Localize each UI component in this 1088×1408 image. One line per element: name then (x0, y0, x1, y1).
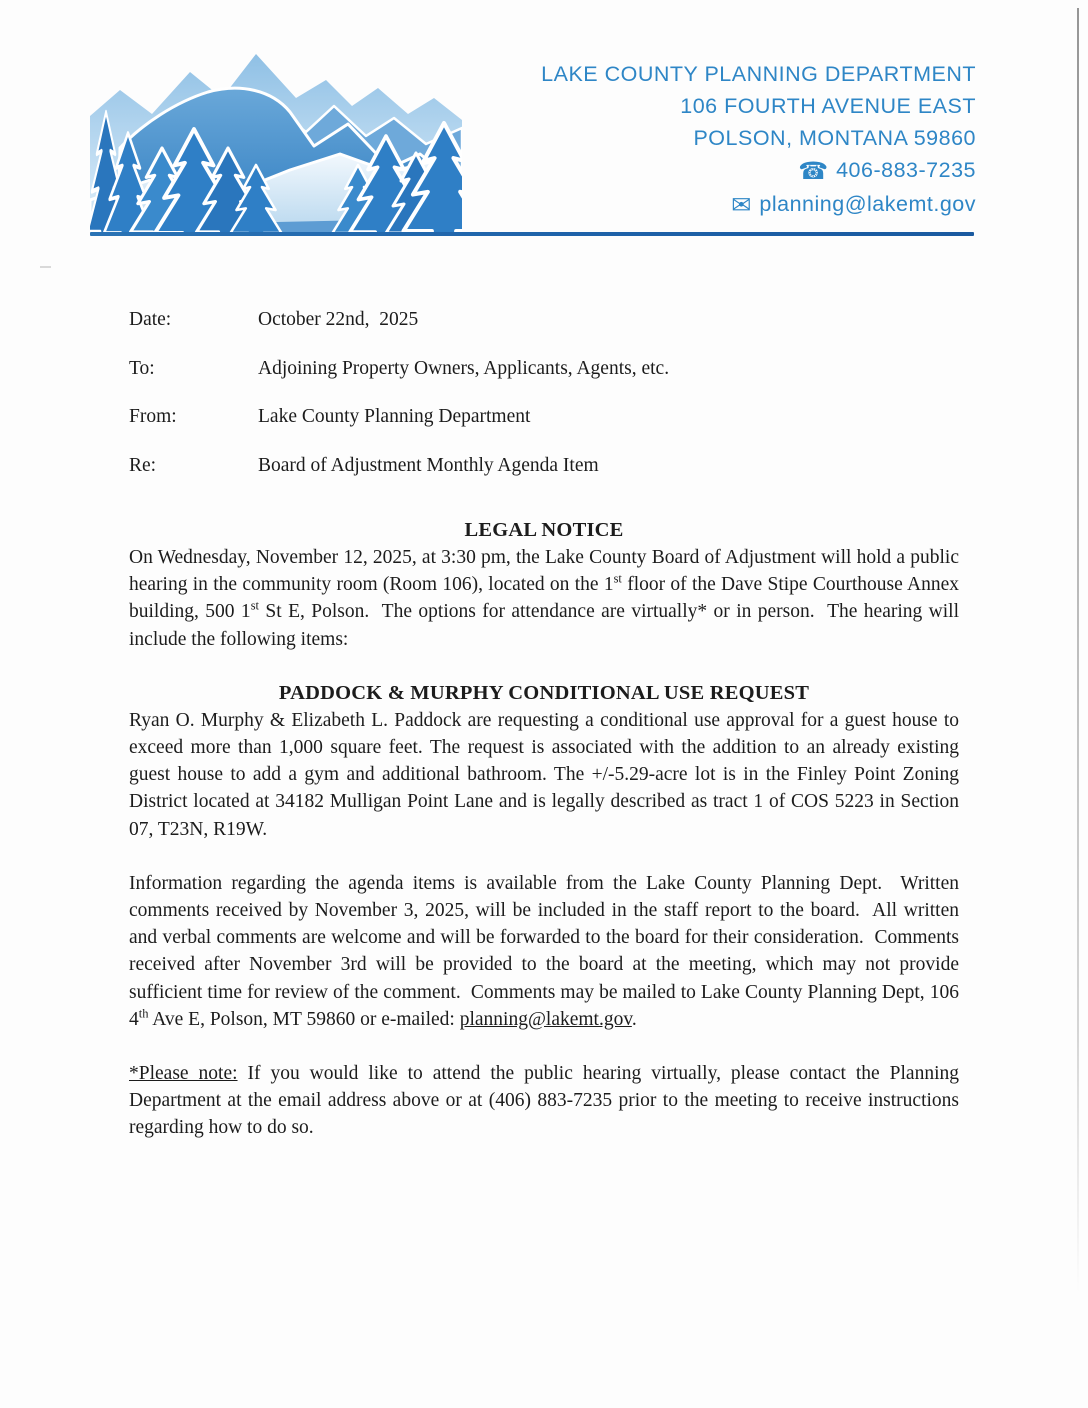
letterhead-address-line2: POLSON, MONTANA 59860 (693, 126, 976, 150)
mountains-pines-logo-graphic (90, 28, 462, 234)
letterhead-address-line1: 106 FOURTH AVENUE EAST (680, 94, 976, 118)
phone-icon: ☎ (798, 158, 829, 185)
memo-label-re: Re: (129, 454, 157, 476)
scan-edge-artifact (1077, 8, 1079, 1293)
memo-value-from: Lake County Planning Department (258, 406, 531, 427)
letterhead-divider-rule (90, 232, 974, 236)
memo-row-re (129, 452, 889, 479)
memo-row-from (129, 403, 889, 430)
memo-label-date: Date: (129, 309, 172, 330)
hearing-paragraph: On Wednesday, November 12, 2025, at 3:30 pm, the Lake County Board of Adjustment will hold a public hearing in the community room (Room 106), located on the 1st floor of the Dave Stipe Courthouse Annex building, 500 1st St E, Polson. The options for attendance are virtually* or in person. The hearing will include the following items: (129, 547, 964, 650)
document-body (129, 517, 964, 1169)
planning-department-logo (90, 28, 462, 234)
legal-notice-heading: LEGAL NOTICE (464, 519, 624, 541)
letterhead-phone-number: 406-883-7235 (836, 158, 976, 182)
request-heading: PADDOCK & MURPHY CONDITIONAL USE REQUEST (278, 681, 810, 704)
memo-value-to: Adjoining Property Owners, Applicants, Agents, etc. (258, 357, 670, 379)
memo-row-to (129, 355, 889, 382)
letterhead-contact-block (541, 58, 976, 222)
memo-value-re: Board of Adjustment Monthly Agenda Item (258, 454, 599, 476)
letterhead-email-line (541, 188, 976, 222)
scan-smudge-artifact (40, 266, 51, 268)
memo-value-date: October 22nd, 2025 (258, 309, 419, 330)
mail-icon: ✉ (731, 192, 752, 219)
memo-row-date (129, 306, 889, 333)
letterhead-phone-line (541, 154, 976, 188)
memo-label-to: To: (129, 357, 155, 379)
memo-label-from: From: (129, 406, 177, 427)
memo-header-block (129, 306, 889, 500)
comments-paragraph: Information regarding the agenda items is available from the Lake County Planning Dept. Written comments received by November 3, 2025, will be included in the staff report to the board. All written and verbal comments are welcome and will be forwarded to the board for their consideration. Comments received after November 3rd will be provided to the board at the meeting, which may not provide sufficient time for review of the comment. Comments may be mailed to Lake County Planning Dept, 106 4th Ave E, Polson, MT 59860 or e-mailed: planning@lakemt.gov. (129, 872, 964, 1030)
please-note-paragraph: *Please note: If you would like to attend the public hearing virtually, please contact the Planning Department at the email address above or at (406) 883-7235 prior to the meeting to receive instructions regarding how to do so. (129, 1063, 964, 1139)
letterhead-org-name: LAKE COUNTY PLANNING DEPARTMENT (541, 62, 976, 86)
request-paragraph: Ryan O. Murphy & Elizabeth L. Paddock are requesting a conditional use approval for a guest house to exceed more than 1,000 square feet. The request is associated with the addition to an already existing guest house to add a gym and additional bathroom. The +/-5.29-acre lot is in the Finley Point Zoning District located at 34182 Mulligan Point Lane and is legally described as tract 1 of COS 5223 in Section 07, T23N, R19W. (129, 709, 964, 840)
letterhead-email-address: planning@lakemt.gov (759, 192, 976, 216)
